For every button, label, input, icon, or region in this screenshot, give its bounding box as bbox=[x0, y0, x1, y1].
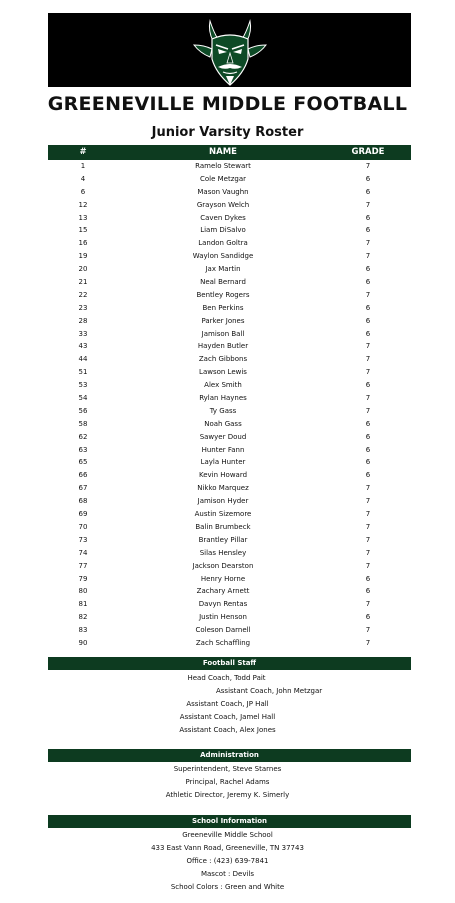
player-grade: 6 bbox=[365, 471, 371, 480]
administration-line: Athletic Director, Jeremy K. Simerly bbox=[165, 791, 290, 799]
table-row bbox=[48, 405, 411, 418]
table-row bbox=[48, 637, 411, 650]
player-number: 6 bbox=[80, 187, 86, 196]
player-name: Austin Sizemore bbox=[194, 510, 252, 519]
administration-line: Principal, Rachel Adams bbox=[185, 778, 270, 786]
player-name: Ben Perkins bbox=[202, 303, 244, 312]
table-row bbox=[48, 302, 411, 315]
table-row bbox=[48, 263, 411, 276]
player-number: 66 bbox=[78, 471, 88, 480]
player-grade: 6 bbox=[365, 381, 371, 390]
player-grade: 6 bbox=[365, 419, 371, 428]
player-number: 83 bbox=[78, 626, 88, 635]
player-grade: 7 bbox=[365, 484, 371, 493]
player-grade: 7 bbox=[365, 200, 371, 209]
player-grade: 7 bbox=[365, 406, 371, 415]
school-info-line: Office : (423) 639-7841 bbox=[186, 857, 269, 865]
player-number: 65 bbox=[78, 458, 88, 467]
table-row bbox=[48, 573, 411, 586]
player-name: Jamison Ball bbox=[201, 329, 245, 338]
table-row bbox=[48, 624, 411, 637]
column-header-grade: GRADE bbox=[351, 147, 385, 157]
player-name: Justin Henson bbox=[199, 613, 247, 622]
player-name: Ramelo Stewart bbox=[195, 162, 251, 170]
page-title: GREENEVILLE MIDDLE FOOTBALL bbox=[47, 93, 408, 115]
player-number: 82 bbox=[78, 613, 88, 622]
player-grade: 7 bbox=[365, 638, 371, 647]
table-row bbox=[48, 585, 411, 598]
player-number: 12 bbox=[78, 200, 88, 209]
player-name: Sawyer Doud bbox=[199, 432, 247, 441]
player-grade: 6 bbox=[365, 574, 371, 583]
player-grade: 7 bbox=[365, 510, 371, 519]
player-name: Caven Dykes bbox=[200, 213, 246, 222]
staff-line: Head Coach, Todd Pait bbox=[187, 674, 266, 682]
player-grade: 6 bbox=[365, 445, 371, 454]
table-row bbox=[48, 212, 411, 225]
player-number: 90 bbox=[78, 638, 88, 647]
player-name: Coleson Darnell bbox=[195, 626, 251, 635]
player-grade: 7 bbox=[365, 535, 371, 544]
player-grade: 6 bbox=[365, 187, 371, 196]
player-number: 69 bbox=[78, 510, 88, 519]
player-number: 44 bbox=[78, 355, 88, 364]
player-number: 81 bbox=[78, 600, 88, 609]
player-grade: 7 bbox=[365, 497, 371, 506]
table-row bbox=[48, 199, 411, 212]
staff-line: Assistant Coach, John Metzgar bbox=[216, 687, 323, 695]
column-header-number: # bbox=[79, 147, 87, 157]
player-number: 58 bbox=[78, 419, 88, 428]
player-name: Waylon Sandidge bbox=[192, 252, 254, 261]
table-row bbox=[48, 508, 411, 521]
table-row bbox=[48, 482, 411, 495]
player-number: 68 bbox=[78, 497, 88, 506]
player-grade: 6 bbox=[365, 213, 371, 222]
table-row bbox=[48, 237, 411, 250]
table-row bbox=[48, 160, 411, 173]
player-number: 23 bbox=[78, 303, 88, 312]
player-name: Grayson Welch bbox=[196, 200, 250, 209]
player-name: Ty Gass bbox=[209, 406, 237, 415]
player-grade: 7 bbox=[365, 561, 371, 570]
school-info-line: Mascot : Devils bbox=[200, 870, 255, 878]
player-grade: 6 bbox=[365, 316, 371, 325]
player-name: Alex Smith bbox=[204, 381, 242, 390]
table-row bbox=[48, 315, 411, 328]
player-name: Balin Brumbeck bbox=[195, 522, 251, 531]
table-row bbox=[48, 173, 411, 186]
player-number: 54 bbox=[78, 394, 88, 403]
player-grade: 7 bbox=[365, 626, 371, 635]
player-number: 80 bbox=[78, 587, 88, 596]
table-row bbox=[48, 560, 411, 573]
player-name: Zachary Arnett bbox=[196, 587, 250, 596]
player-number: 70 bbox=[78, 522, 88, 531]
player-name: Bentley Rogers bbox=[196, 290, 250, 299]
table-row bbox=[48, 547, 411, 560]
player-number: 16 bbox=[78, 239, 88, 248]
player-grade: 6 bbox=[365, 174, 371, 183]
staff-line: Assistant Coach, JP Hall bbox=[186, 700, 269, 708]
table-row bbox=[48, 340, 411, 353]
player-number: 51 bbox=[78, 368, 88, 377]
player-grade: 6 bbox=[365, 432, 371, 441]
player-name: Jamison Hyder bbox=[197, 497, 249, 506]
player-name: Hayden Butler bbox=[197, 342, 249, 351]
player-name: Henry Horne bbox=[200, 574, 246, 583]
player-number: 63 bbox=[78, 445, 88, 454]
player-number: 20 bbox=[78, 265, 88, 274]
player-name: Cole Metzgar bbox=[199, 174, 247, 183]
player-grade: 7 bbox=[365, 368, 371, 377]
table-row bbox=[48, 456, 411, 469]
player-name: Neal Bernard bbox=[200, 278, 246, 287]
table-row bbox=[48, 276, 411, 289]
player-name: Mason Vaughn bbox=[197, 187, 249, 196]
player-number: 74 bbox=[78, 548, 88, 557]
table-row bbox=[48, 534, 411, 547]
player-grade: 6 bbox=[365, 587, 371, 596]
staff-line: Assistant Coach, Alex Jones bbox=[179, 726, 276, 734]
column-header-name: NAME bbox=[209, 147, 237, 157]
table-row bbox=[48, 611, 411, 624]
player-grade: 7 bbox=[365, 239, 371, 248]
table-row bbox=[48, 521, 411, 534]
administration-heading: Administration bbox=[48, 749, 411, 762]
player-number: 73 bbox=[78, 535, 88, 544]
player-name: Zach Schaffling bbox=[195, 638, 251, 647]
player-number: 67 bbox=[78, 484, 88, 493]
player-name: Liam DiSalvo bbox=[200, 226, 246, 235]
player-number: 53 bbox=[78, 381, 88, 390]
player-name: Parker Jones bbox=[201, 316, 245, 325]
player-grade: 7 bbox=[365, 548, 371, 557]
table-row bbox=[48, 289, 411, 302]
player-number: 13 bbox=[78, 213, 88, 222]
table-row bbox=[48, 328, 411, 341]
player-name: Kevin Howard bbox=[198, 471, 248, 480]
player-grade: 7 bbox=[365, 342, 371, 351]
table-row bbox=[48, 366, 411, 379]
player-name: Lawson Lewis bbox=[199, 368, 247, 377]
table-row bbox=[48, 418, 411, 431]
player-number: 77 bbox=[78, 561, 88, 570]
player-number: 28 bbox=[78, 316, 88, 325]
player-grade: 7 bbox=[365, 522, 371, 531]
player-number: 15 bbox=[78, 226, 88, 235]
table-row bbox=[48, 186, 411, 199]
player-name: Landon Goltra bbox=[198, 239, 248, 248]
player-number: 4 bbox=[80, 174, 86, 183]
header-banner bbox=[48, 13, 411, 87]
player-name: Noah Gass bbox=[204, 419, 242, 428]
player-grade: 6 bbox=[365, 278, 371, 287]
player-grade: 6 bbox=[365, 329, 371, 338]
player-name: Silas Hensley bbox=[199, 548, 247, 557]
player-name: Hunter Fann bbox=[201, 445, 245, 454]
player-grade: 6 bbox=[365, 613, 371, 622]
player-number: 56 bbox=[78, 406, 88, 415]
table-row bbox=[48, 444, 411, 457]
player-name: Davyn Rentas bbox=[198, 600, 248, 609]
table-row bbox=[48, 431, 411, 444]
school-info-line: Greeneville Middle School bbox=[182, 831, 273, 839]
player-number: 43 bbox=[78, 342, 88, 351]
player-number: 21 bbox=[78, 278, 88, 287]
school-info-line: School Colors : Green and White bbox=[170, 883, 285, 891]
player-number: 19 bbox=[78, 252, 88, 261]
devil-mascot-icon bbox=[180, 15, 280, 87]
staff-heading: Football Staff bbox=[48, 657, 411, 670]
player-grade: 6 bbox=[365, 226, 371, 235]
table-row bbox=[48, 469, 411, 482]
page-subtitle: Junior Varsity Roster bbox=[151, 125, 304, 140]
player-name: Nikko Marquez bbox=[197, 484, 249, 493]
roster-table-header bbox=[48, 145, 411, 160]
table-row bbox=[48, 353, 411, 366]
staff-line: Assistant Coach, Jamel Hall bbox=[179, 713, 276, 721]
school-info-line: 433 East Vann Road, Greeneville, TN 37743 bbox=[151, 844, 304, 852]
table-row bbox=[48, 598, 411, 611]
player-name: Jax Martin bbox=[205, 265, 241, 274]
player-grade: 6 bbox=[365, 458, 371, 467]
player-grade: 7 bbox=[365, 162, 371, 170]
table-row bbox=[48, 379, 411, 392]
administration-line: Superintendent, Steve Starnes bbox=[173, 765, 282, 773]
table-row bbox=[48, 224, 411, 237]
roster-table-body bbox=[48, 160, 411, 650]
table-row bbox=[48, 392, 411, 405]
player-name: Jackson Dearston bbox=[192, 561, 254, 570]
player-grade: 7 bbox=[365, 290, 371, 299]
player-grade: 7 bbox=[365, 394, 371, 403]
player-name: Rylan Haynes bbox=[199, 394, 247, 403]
player-number: 22 bbox=[78, 290, 88, 299]
player-number: 62 bbox=[78, 432, 88, 441]
player-grade: 7 bbox=[365, 252, 371, 261]
player-number: 79 bbox=[78, 574, 88, 583]
player-grade: 7 bbox=[365, 355, 371, 364]
player-number: 33 bbox=[78, 329, 88, 338]
player-number: 1 bbox=[80, 162, 86, 170]
player-name: Brantley Pillar bbox=[198, 535, 248, 544]
player-name: Zach Gibbons bbox=[198, 355, 248, 364]
table-row bbox=[48, 495, 411, 508]
player-grade: 6 bbox=[365, 265, 371, 274]
table-row bbox=[48, 250, 411, 263]
school-info-heading: School Information bbox=[48, 815, 411, 828]
player-name: Layla Hunter bbox=[200, 458, 246, 467]
player-grade: 7 bbox=[365, 600, 371, 609]
player-grade: 6 bbox=[365, 303, 371, 312]
